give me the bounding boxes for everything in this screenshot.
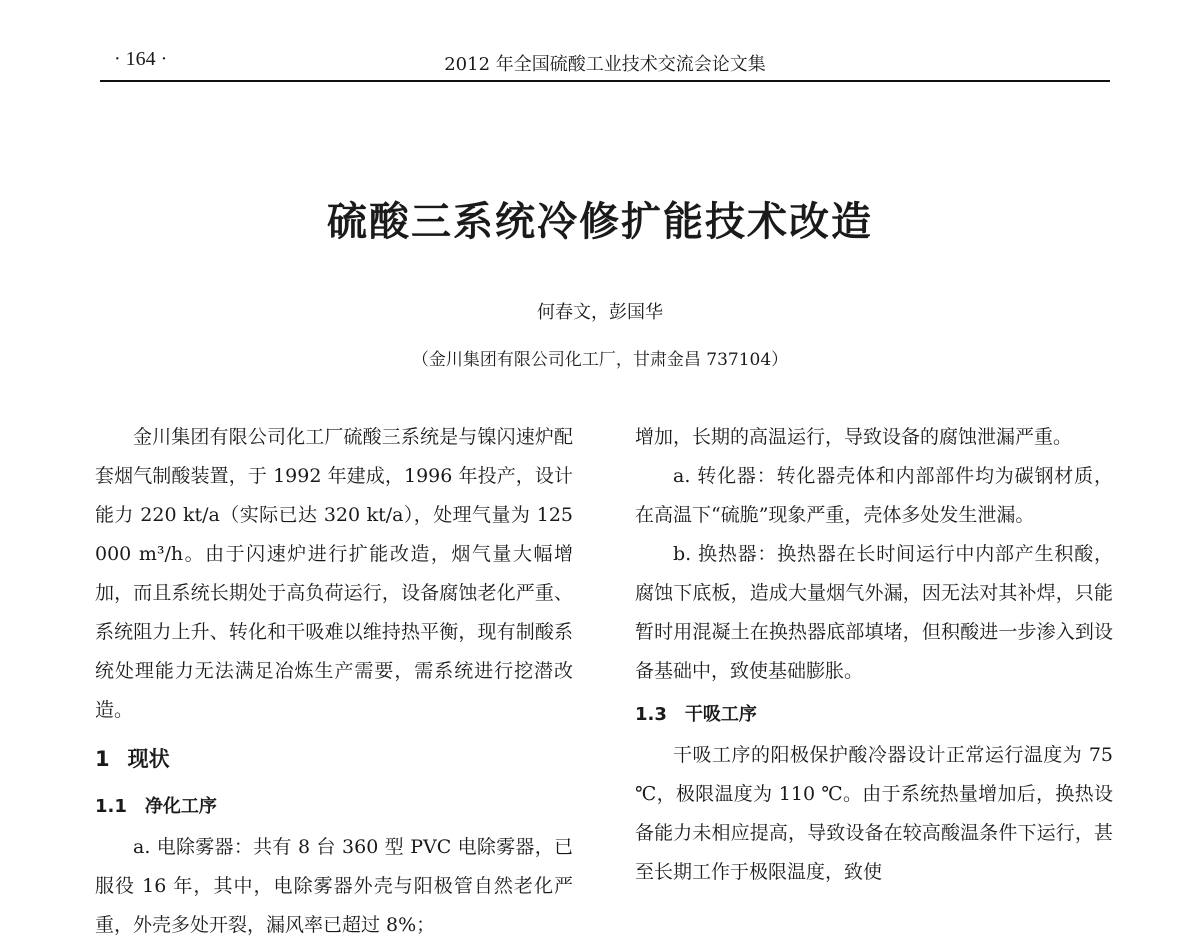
authors: 何春文，彭国华 bbox=[537, 302, 663, 323]
body-paragraph: 干吸工序的阳极保护酸冷器设计正常运行温度为 75 ℃，极限温度为 110 ℃。由于系统热量增加后，换热设备能力未相应提高，导致设备在较高酸温条件下运行，甚至长期工作于极限温度，致使 bbox=[635, 744, 1113, 883]
paper-title: 硫酸三系统冷修扩能技术改造 bbox=[327, 199, 873, 245]
header-rule bbox=[100, 80, 1110, 82]
item-a-paragraph: a. 电除雾器：共有 8 台 360 型 PVC 电除雾器，已服役 16 年，其中，电除雾器外壳与阳极管自然老化严重，外壳多处开裂，漏风率已超过 8%； bbox=[95, 836, 573, 936]
affiliation: （金川集团有限公司化工厂，甘肃金昌 737104） bbox=[411, 350, 789, 370]
page-number: · 164 · bbox=[114, 48, 168, 70]
item-b-paragraph: b. 换热器：换热器在长时间运行中内部产生积酸，腐蚀下底板，造成大量烟气外漏，因无法对其补焊，只能暂时用混凝土在换热器底部填堵，但积酸进一步渗入到设备基础中，致使基础膨胀。 bbox=[635, 543, 1113, 682]
section-1-3-heading bbox=[635, 695, 1113, 734]
right-column bbox=[635, 418, 1113, 892]
running-header bbox=[100, 44, 1110, 84]
section-1-1-heading bbox=[95, 787, 573, 826]
section-title: 干吸工序 bbox=[684, 704, 757, 725]
section-number: 1.3 bbox=[635, 704, 667, 725]
section-number: 1.1 bbox=[95, 796, 127, 817]
intro-paragraph: 金川集团有限公司化工厂硫酸三系统是与镍闪速炉配套烟气制酸装置，于 1992 年建成，1996 年投产，设计能力 220 kt/a（实际已达 320 kt/a），处理气量为 125 000 m³/h。由于闪速炉进行扩能改造，烟气量大幅增加，而且系统长期处于高负荷运行，设备腐蚀老化严重、系统阻力上升、转化和干吸难以维持热平衡，现有制酸系统处理能力无法满足冶炼生产需要，需系统进行挖潜改造。 bbox=[95, 426, 573, 721]
continued-paragraph: 增加，长期的高温运行，导致设备的腐蚀泄漏严重。 bbox=[635, 426, 1073, 448]
running-title: 2012 年全国硫酸工业技术交流会论文集 bbox=[444, 54, 766, 75]
section-1-heading bbox=[95, 740, 573, 779]
item-a-paragraph: a. 转化器：转化器壳体和内部部件均为碳钢材质，在高温下“硫脆”现象严重，壳体多处发生泄漏。 bbox=[635, 465, 1113, 526]
section-number: 1 bbox=[95, 747, 110, 771]
section-title: 现状 bbox=[127, 747, 170, 771]
section-title: 净化工序 bbox=[144, 796, 217, 817]
left-column bbox=[95, 418, 573, 945]
